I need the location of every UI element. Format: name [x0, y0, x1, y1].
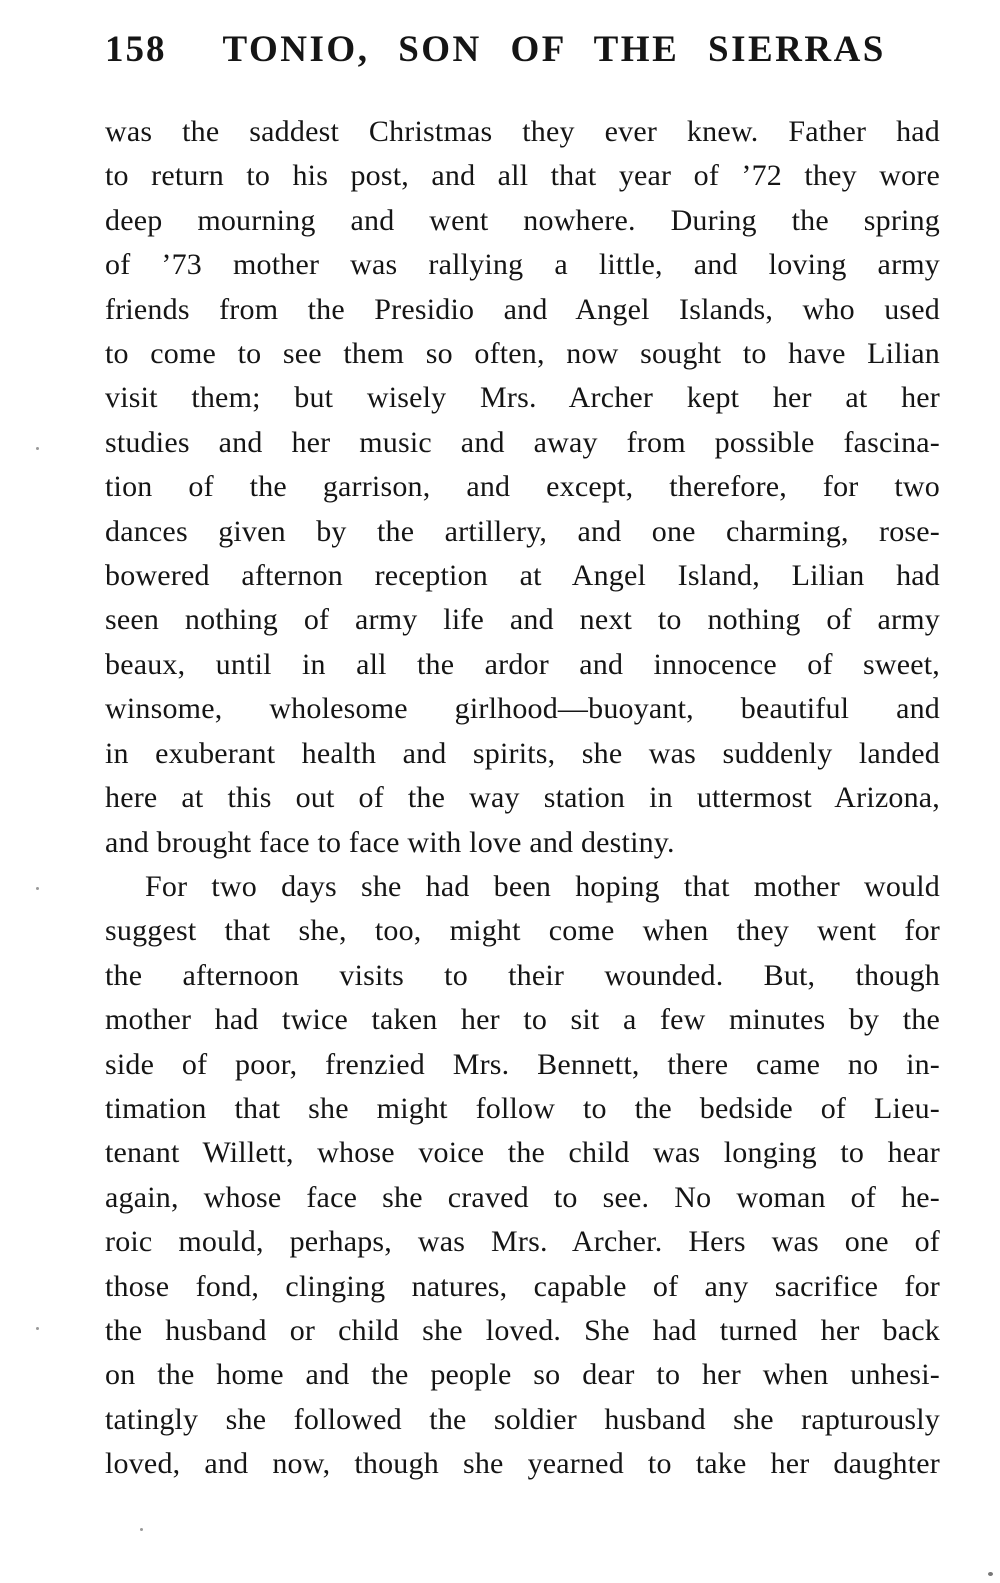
text-line: beaux, until in all the ardor and innocence of sweet, [105, 647, 940, 681]
text-line: tion of the garrison, and except, therefore, for two [105, 470, 940, 504]
text-line: friends from the Presidio and Angel Islands, who used [105, 292, 940, 326]
text-line: tenant Willett, whose voice the child was longing to hear [105, 1136, 940, 1170]
text-line: and brought face to face with love and destiny. [105, 825, 675, 859]
body-text [105, 110, 940, 1487]
text-line: suggest that she, too, might come when they went for [105, 914, 940, 948]
scan-artifact [988, 1572, 993, 1576]
scan-artifact [36, 1327, 39, 1330]
running-title: TONIO, SON OF THE SIERRAS [222, 29, 886, 70]
text-line: timation that she might follow to the bedside of Lieu- [105, 1091, 940, 1125]
text-line: seen nothing of army life and next to nothing of army [105, 603, 940, 637]
scan-artifact [36, 447, 39, 450]
text-line: dances given by the artillery, and one charming, rose- [105, 514, 940, 548]
text-line: For two days she had been hoping that mother would [145, 869, 940, 903]
text-line: the husband or child she loved. She had turned her back [105, 1313, 940, 1347]
text-line: mother had twice taken her to sit a few minutes by the [105, 1003, 940, 1037]
scan-artifact [36, 887, 39, 890]
page-header [105, 28, 940, 71]
paragraph [105, 865, 940, 1487]
text-line: again, whose face she craved to see. No woman of he- [105, 1180, 940, 1214]
text-line: here at this out of the way station in uttermost Arizona, [105, 781, 940, 815]
text-line: those fond, clinging natures, capable of any sacrifice for [105, 1269, 940, 1303]
text-line: the afternoon visits to their wounded. But, though [105, 958, 940, 992]
text-line: loved, and now, though she yearned to take her daughter [105, 1447, 940, 1481]
text-line: studies and her music and away from possible fascina- [105, 425, 940, 459]
text-line: visit them; but wisely Mrs. Archer kept her at her [105, 381, 940, 415]
text-line: winsome, wholesome girlhood—buoyant, beautiful and [105, 692, 940, 726]
text-line: of ’73 mother was rallying a little, and loving army [105, 248, 940, 282]
text-line: in exuberant health and spirits, she was suddenly landed [105, 736, 940, 770]
text-line: side of poor, frenzied Mrs. Bennett, there came no in- [105, 1047, 940, 1081]
text-line: to come to see them so often, now sought to have Lilian [105, 337, 940, 371]
text-line: roic mould, perhaps, was Mrs. Archer. Hers was one of [105, 1225, 940, 1259]
text-line: deep mourning and went nowhere. During the spring [105, 203, 940, 237]
text-line: was the saddest Christmas they ever knew. Father had [105, 115, 940, 148]
text-line: to return to his post, and all that year of ’72 they wore [105, 159, 940, 193]
page-number: 158 [105, 29, 167, 70]
text-line: on the home and the people so dear to her when unhesi- [105, 1358, 940, 1392]
text-line: bowered afternon reception at Angel Island, Lilian had [105, 559, 940, 593]
text-line: tatingly she followed the soldier husband she rapturously [105, 1402, 940, 1436]
paragraph [105, 110, 940, 865]
scan-artifact [140, 1528, 143, 1531]
